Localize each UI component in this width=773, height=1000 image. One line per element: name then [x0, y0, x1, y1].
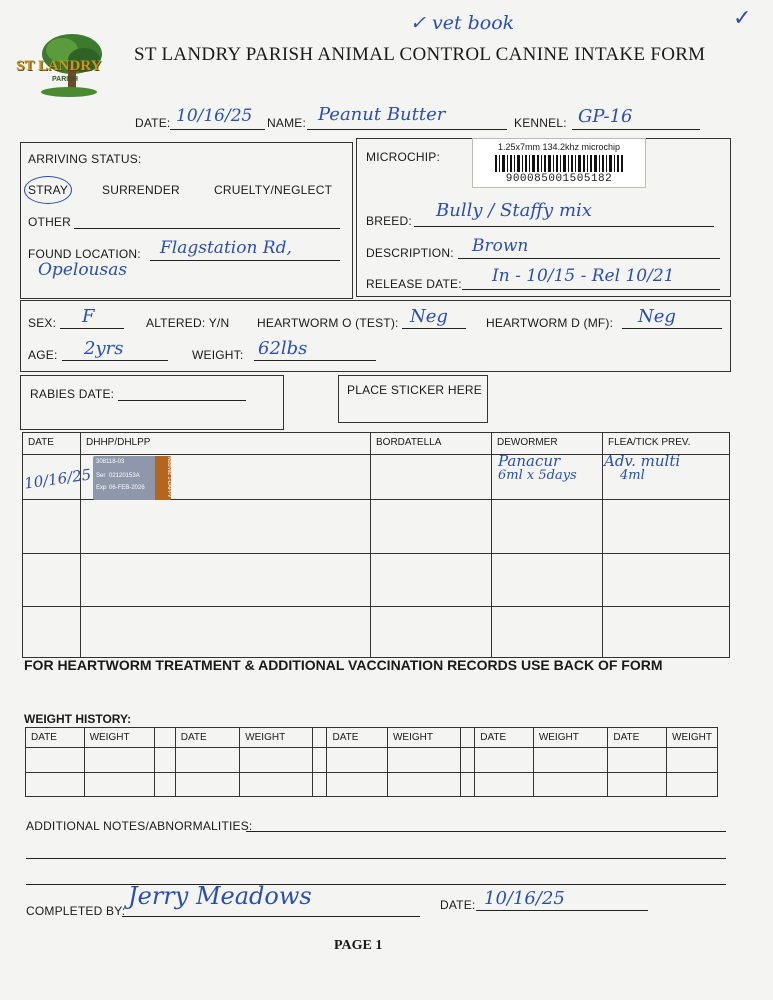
vaccine-exp-label: Exp [96, 485, 107, 491]
col-header-bordatella: BORDATELLA [371, 433, 492, 455]
description-value: Brown [472, 236, 529, 256]
table-row [26, 772, 718, 796]
microchip-sticker-text: 1.25x7mm 134.2khz microchip [497, 142, 621, 152]
kennel-label: KENNEL: [514, 116, 567, 130]
wh-header-weight: WEIGHT [667, 728, 718, 748]
sex-label: SEX: [28, 316, 57, 330]
table-row [23, 499, 730, 553]
other-label: OTHER [28, 215, 71, 229]
notes-line-1[interactable] [246, 831, 726, 832]
flea-value-2: 4ml [620, 468, 645, 483]
wh-header-date: DATE [26, 728, 85, 748]
animal-name-value: Peanut Butter [318, 104, 446, 125]
notes-line-2[interactable] [26, 858, 726, 859]
age-label: AGE: [28, 348, 58, 362]
vaccine-exp: 06-FEB-2026 [109, 485, 145, 491]
parish-logo [14, 32, 106, 98]
col-header-dhhp: DHHP/DHLPP [81, 433, 371, 455]
vaccine-ser-label: Ser [96, 473, 106, 479]
wh-header-date: DATE [608, 728, 667, 748]
logo-name: ST LANDRY [16, 58, 102, 74]
breed-value: Bully / Staffy mix [436, 200, 592, 221]
microchip-barcode-sticker [472, 138, 646, 188]
sex-value: F [82, 306, 95, 327]
rabies-date-field[interactable] [118, 400, 246, 401]
stray-selected-circle [24, 176, 72, 204]
heartworm-note: FOR HEARTWORM TREATMENT & ADDITIONAL VACCINATION RECORDS USE BACK OF FORM [24, 657, 663, 673]
completed-by-signature: Jerry Meadows [128, 882, 312, 910]
altered-label: ALTERED: Y/N [146, 316, 230, 330]
other-field[interactable] [74, 228, 340, 229]
vet-book-annotation: ✓ vet book [410, 12, 515, 34]
date-label: DATE: [135, 116, 171, 130]
wh-header-date: DATE [175, 728, 239, 748]
vaccine-ser: 02120153A [109, 473, 140, 479]
wh-header-weight: WEIGHT [84, 728, 155, 748]
page-number: PAGE 1 [334, 938, 383, 953]
completed-by-label: COMPLETED BY: [26, 904, 126, 918]
found-location-value-1: Flagstation Rd, [160, 238, 292, 258]
vaccine-side-text: Nobivac 1-DAPPv [166, 456, 173, 498]
dewormer-value-2: 6ml x 5days [498, 468, 577, 483]
table-row [26, 748, 718, 772]
release-date-value: In - 10/15 - Rel 10/21 [492, 266, 675, 286]
wh-header-weight: WEIGHT [240, 728, 313, 748]
vitals-box [20, 300, 731, 372]
table-row [23, 553, 730, 607]
form-title: ST LANDRY PARISH ANIMAL CONTROL CANINE INTAKE FORM [134, 44, 706, 65]
name-label: NAME: [267, 116, 307, 130]
found-location-label: FOUND LOCATION: [28, 247, 141, 261]
wh-header-date: DATE [475, 728, 534, 748]
description-label: DESCRIPTION: [366, 246, 454, 260]
vaccine-lot: 308118-03 [96, 459, 125, 465]
flea-value-1: Adv. multi [604, 452, 681, 470]
wh-header-weight: WEIGHT [533, 728, 608, 748]
logo-sub: PARISH [52, 76, 78, 83]
status-option-stray[interactable]: STRAY [28, 183, 69, 197]
vaccine-label-sticker [93, 456, 171, 500]
microchip-label: MICROCHIP: [366, 150, 440, 164]
heartworm-test-value: Neg [410, 306, 448, 327]
barcode-icon [495, 155, 623, 172]
completed-date-label: DATE: [440, 898, 476, 912]
vaccine-date-value: 10/16/25 [23, 465, 93, 493]
age-value: 2yrs [84, 338, 124, 359]
found-location-value-2: Opelousas [38, 260, 128, 280]
checkmark-annotation: ✓ [733, 6, 752, 31]
heartworm-mf-value: Neg [638, 306, 676, 327]
heartworm-test-label: HEARTWORM O (TEST): [257, 316, 399, 330]
kennel-value: GP-16 [578, 106, 633, 127]
dewormer-value-1: Panacur [498, 452, 561, 470]
col-header-date: DATE [23, 433, 81, 455]
weight-label: WEIGHT: [192, 348, 244, 362]
notes-label: ADDITIONAL NOTES/ABNORMALITIES: [26, 819, 253, 833]
col-header-dewormer: DEWORMER [492, 433, 603, 455]
weight-value: 62lbs [258, 338, 308, 359]
breed-label: BREED: [366, 214, 412, 228]
table-row [23, 607, 730, 658]
release-date-label: RELEASE DATE: [366, 277, 462, 291]
wh-header-weight: WEIGHT [387, 728, 460, 748]
weight-history-label: WEIGHT HISTORY: [24, 712, 132, 726]
completed-date-value: 10/16/25 [484, 888, 565, 909]
intake-date-value: 10/16/25 [176, 106, 253, 126]
heartworm-mf-label: HEARTWORM D (MF): [486, 316, 614, 330]
status-option-cruelty[interactable]: CRUELTY/NEGLECT [214, 183, 333, 197]
weight-history-table [25, 727, 718, 797]
col-header-flea: FLEA/TICK PREV. [603, 433, 730, 455]
arriving-status-label: ARRIVING STATUS: [28, 152, 142, 166]
rabies-date-label: RABIES DATE: [30, 387, 115, 401]
status-option-surrender[interactable]: SURRENDER [102, 183, 180, 197]
rabies-box [20, 375, 284, 430]
microchip-number: 900085001505182 [505, 173, 613, 185]
place-sticker-label: PLACE STICKER HERE [347, 383, 482, 397]
wh-header-date: DATE [327, 728, 388, 748]
